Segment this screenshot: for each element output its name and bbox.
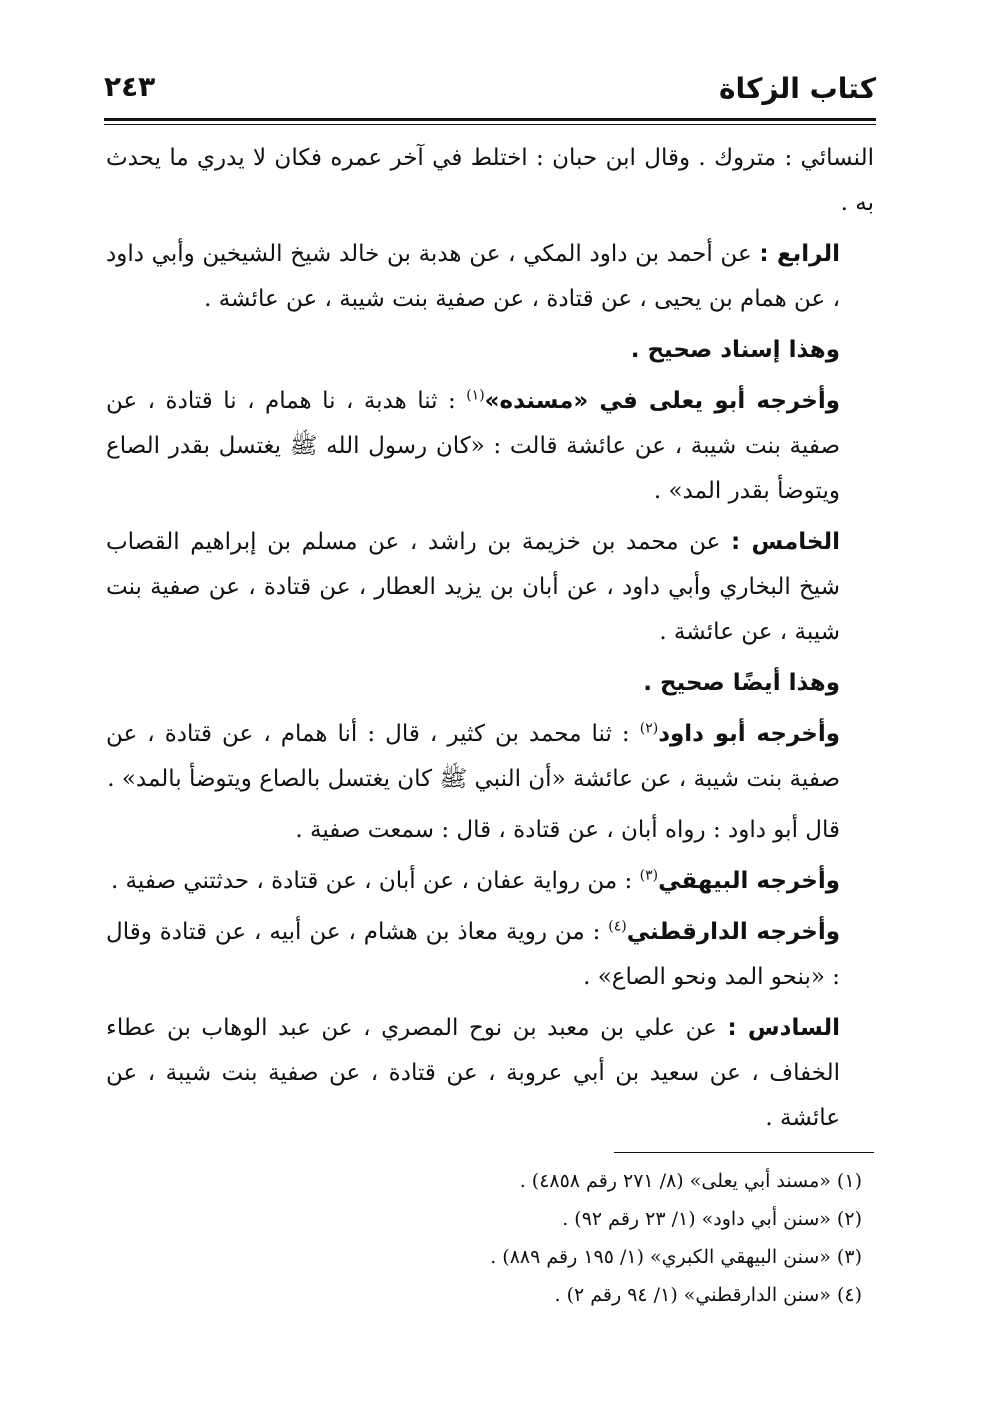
footnote-item: (١) «مسند أبي يعلى» (٨/ ٢٧١ رقم ٤٨٥٨) . <box>519 1170 862 1192</box>
verdict-heading: وهذا إسناد صحيح . <box>630 337 840 363</box>
paragraph <box>106 520 874 655</box>
paragraph-lead: الرابع : <box>759 241 840 267</box>
paragraph-text: النسائي : متروك . وقال ابن حبان : اختلط في آخر عمره فكان لا يدري ما يحدث به . <box>106 145 874 216</box>
header-rule-thick <box>104 118 876 121</box>
paragraph <box>106 232 874 322</box>
footnote-separator <box>614 1152 874 1153</box>
paragraph <box>106 808 874 853</box>
paragraph-lead: وأخرجه الدارقطني <box>626 919 840 945</box>
footnotes <box>106 1162 874 1314</box>
footnote-marker: (٤) <box>608 918 627 935</box>
paragraph-text: عن محمد بن خزيمة بن راشد ، عن مسلم بن إبراهيم القصاب شيخ البخاري وأبي داود ، عن أبان بن يزيد العطار ، عن قتادة ، عن صفية بنت شيبة ، عن عائشة . <box>106 529 840 645</box>
paragraph-text: : من رواية عفان ، عن أبان ، عن قتادة ، حدثتني صفية . <box>110 868 640 894</box>
footnote-marker: (٢) <box>639 720 659 737</box>
paragraph-text: عن علي بن معبد بن نوح المصري ، عن عبد الوهاب بن عطاء الخفاف ، عن سعيد بن أبي عروبة ، عن قتادة ، عن صفية بنت شيبة ، عن عائشة . <box>106 1015 840 1131</box>
verdict-heading: وهذا أيضًا صحيح . <box>643 670 840 696</box>
footnote-item: (٢) «سنن أبي داود» (١/ ٢٣ رقم ٩٢) . <box>562 1208 862 1230</box>
paragraph <box>106 859 874 904</box>
paragraph-text: عن أحمد بن داود المكي ، عن هدبة بن خالد شيخ الشيخين وأبي داود ، عن همام بن يحيى ، عن قتادة ، عن صفية بنت شيبة ، عن عائشة . <box>106 241 840 312</box>
paragraph-text: : ثنا محمد بن كثير ، قال : أنا همام ، عن قتادة ، عن صفية بنت شيبة ، عن عائشة «أن النبي ﷺ كان يغتسل بالصاع ويتوضأ بالمد» . <box>106 721 840 792</box>
paragraph <box>106 910 874 1000</box>
page-header <box>104 62 876 118</box>
footnote-item: (٣) «سنن البيهقي الكبري» (١/ ١٩٥ رقم ٨٨٩) . <box>490 1246 862 1268</box>
paragraph <box>106 379 874 514</box>
footnote-item: (٤) «سنن الدارقطني» (١/ ٩٤ رقم ٢) . <box>554 1284 862 1306</box>
paragraph-lead: السادس : <box>727 1015 841 1041</box>
paragraph-lead: وأخرجه البيهقي <box>658 868 840 894</box>
paragraph <box>106 1006 874 1141</box>
main-text <box>106 136 874 1147</box>
paragraph-lead: وأخرجه أبو داود <box>658 721 840 747</box>
paragraph-lead: الخامس : <box>731 529 840 555</box>
footnote-marker: (٣) <box>639 867 659 884</box>
paragraph-text: : من روية معاذ بن هشام ، عن أبيه ، عن قتادة وقال : «بنحو المد ونحو الصاع» . <box>106 919 840 990</box>
footnote-marker: (١) <box>466 387 485 404</box>
paragraph-text: قال أبو داود : رواه أبان ، عن قتادة ، قال : سمعت صفية . <box>295 817 840 843</box>
paragraph <box>106 712 874 802</box>
page-number: ٢٤٣ <box>104 70 156 103</box>
header-rule-thin <box>104 124 876 125</box>
chapter-title: كتاب الزكاة <box>719 72 876 105</box>
paragraph-text: : ثنا هدبة ، نا همام ، نا قتادة ، عن صفية بنت شيبة ، عن عائشة قالت : «كان رسول الله ﷺ يغتسل بقدر الصاع ويتوضأ بقدر المد» . <box>106 388 840 504</box>
paragraph-lead: وأخرجه أبو يعلى في «مسنده» <box>484 388 840 414</box>
paragraph <box>106 136 874 226</box>
